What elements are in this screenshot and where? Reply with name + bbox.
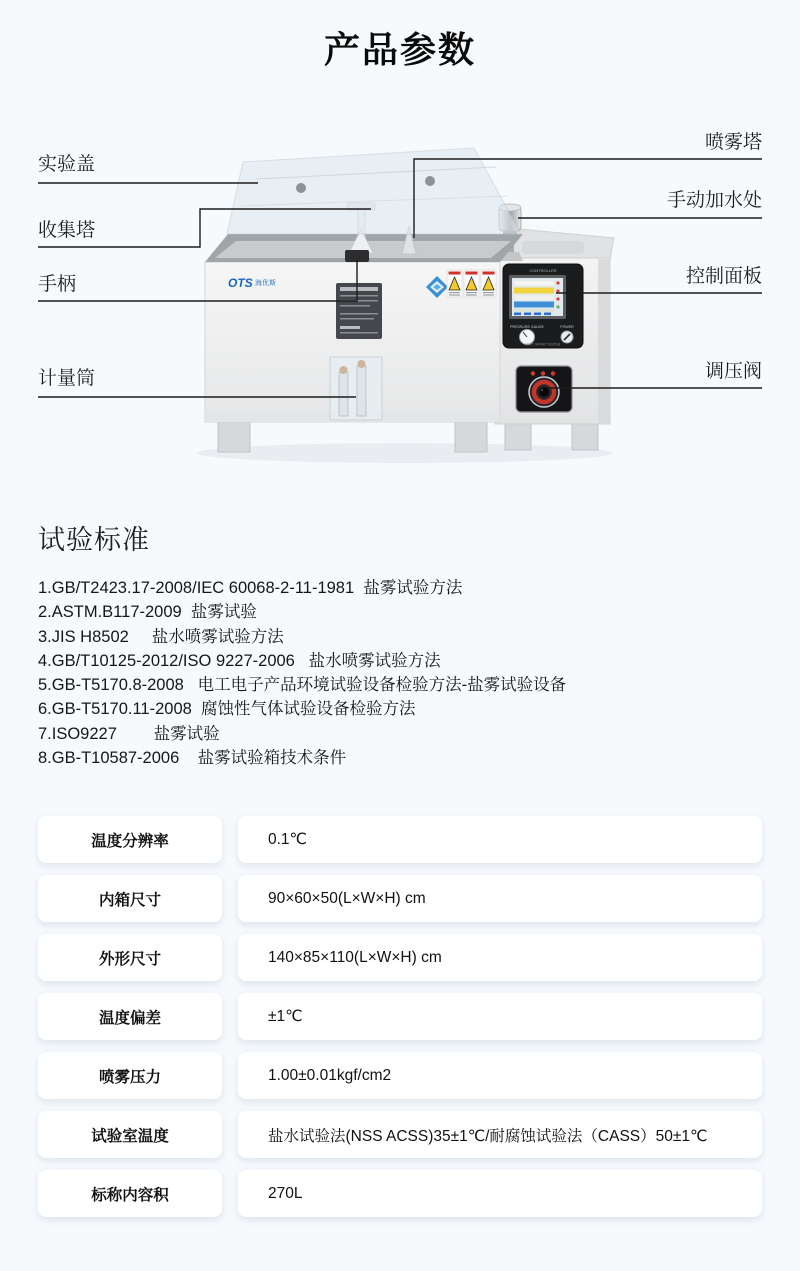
- table-row: [38, 1170, 762, 1217]
- pressure-valve: [516, 366, 572, 412]
- measuring-cylinder: [330, 357, 382, 420]
- spec-value: 270L: [238, 1170, 762, 1217]
- spec-label: 外形尺寸: [38, 934, 222, 981]
- lid-knob: [425, 176, 435, 186]
- standards-heading: 试验标准: [38, 525, 150, 555]
- callout-label-water-fill: 手动加水处: [666, 190, 762, 211]
- spec-value: 盐水试验法(NSS ACSS)35±1℃/耐腐蚀试验法（CASS）50±1℃: [238, 1111, 762, 1158]
- callout-label-handle: 手柄: [38, 274, 77, 295]
- spec-label: 内箱尺寸: [38, 875, 222, 922]
- standards-list: [38, 576, 768, 770]
- product-figure: [0, 0, 800, 490]
- spec-label: 试验室温度: [38, 1111, 222, 1158]
- standard-item: 8.GB-T10587-2006 盐雾试验箱技术条件: [38, 749, 347, 768]
- standard-item: 6.GB-T5170.11-2008 腐蚀性气体试验设备检验方法: [38, 700, 416, 719]
- table-row: [38, 1052, 762, 1099]
- spec-value: ±1℃: [238, 993, 762, 1040]
- spec-value: 0.1℃: [238, 816, 762, 863]
- chamber-lid: [227, 148, 521, 234]
- controller-label: CONTROLLER: [529, 268, 557, 273]
- table-row: [38, 934, 762, 981]
- tester-label: SALT SPRAY TESTER: [525, 342, 561, 347]
- callout-label-collection-tower: 收集塔: [38, 220, 96, 241]
- spec-label: 温度偏差: [38, 993, 222, 1040]
- standard-item: 4.GB/T10125-2012/ISO 9227-2006 盐水喷雾试验方法: [38, 651, 441, 670]
- page-title: 产品参数: [323, 29, 476, 70]
- standard-item: 1.GB/T2423.17-2008/IEC 60068-2-11-1981 盐雾试验方法: [38, 579, 463, 597]
- callout-label-spray-tower: 喷雾塔: [704, 132, 762, 153]
- standard-item: 7.ISO9227 盐雾试验: [38, 724, 220, 743]
- lid-knob: [296, 183, 306, 193]
- callout-label-lid: 实验盖: [38, 154, 96, 175]
- callout-label-measuring-cylinder: 计量筒: [38, 368, 96, 389]
- standard-item: 3.JIS H8502 盐水喷雾试验方法: [38, 627, 284, 646]
- machine-illustration: [0, 0, 800, 490]
- brand-text: OTS: [228, 276, 253, 290]
- spec-value: 140×85×110(L×W×H) cm: [238, 934, 762, 981]
- info-plate: [336, 283, 382, 339]
- table-row: [38, 993, 762, 1040]
- brand-cn-text: 海优斯: [255, 280, 276, 287]
- machine-shadow: [197, 443, 613, 463]
- callout-label-control-panel: 控制面板: [685, 266, 762, 287]
- table-row: [38, 1111, 762, 1158]
- spec-table: [38, 816, 762, 1229]
- standard-item: 2.ASTM.B117-2009 盐雾试验: [38, 603, 257, 622]
- table-row: [38, 875, 762, 922]
- spec-label: 喷雾压力: [38, 1052, 222, 1099]
- spec-value: 90×60×50(L×W×H) cm: [238, 875, 762, 922]
- warning-stickers: [447, 270, 496, 297]
- spec-label: 标称内容积: [38, 1170, 222, 1217]
- callout-label-pressure-valve: 调压阀: [704, 361, 762, 382]
- spec-label: 温度分辨率: [38, 816, 222, 863]
- standard-item: 5.GB-T5170.8-2008 电工电子产品环境试验设备检验方法-盐雾试验设备: [38, 676, 567, 695]
- table-row: [38, 816, 762, 863]
- power-label: POWER: [560, 325, 574, 329]
- control-panel: [503, 264, 583, 348]
- pressure-gauge-label: PRESSURE GAUGE: [510, 325, 544, 329]
- spec-value: 1.00±0.01kgf/cm2: [238, 1052, 762, 1099]
